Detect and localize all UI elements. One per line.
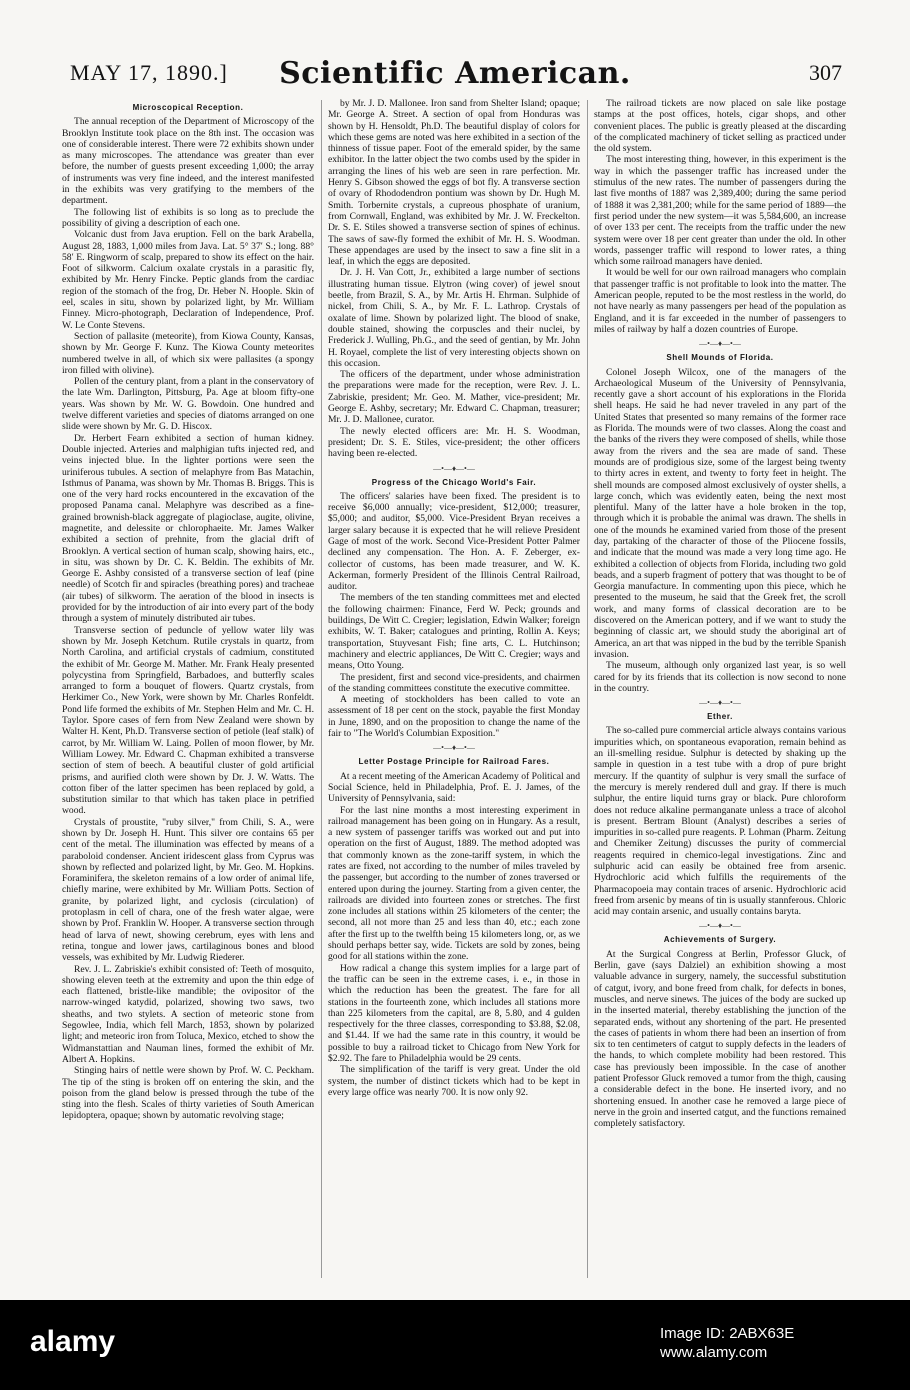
paragraph: The railroad tickets are now placed on sale like postage stamps at the post offices, hotels, cigar shops, and other convenient places. The public is greatly pleased at the discarding of the complicated machinery of ticket selling as practiced under the old system.	[594, 98, 846, 155]
paragraph: A meeting of stockholders has been called to vote an assessment of 18 per cent on the stock, payable the first Monday in June, 1890, and on the proposition to change the name of the fair to "The World's Columbian Exposition."	[328, 694, 580, 740]
paragraph: The president, first and second vice-presidents, and chairmen of the standing committees constitute the executive committee.	[328, 671, 580, 694]
article-heading-shell-mounds: Shell Mounds of Florida.	[666, 353, 774, 363]
paragraph: Transverse section of peduncle of yellow water lily was shown by Mr. Joseph Ketchum. Rutile crystals in quartz, from North Carolina, and artificial crystals of cadmium, constituted the exhibit of Mr. George M. Mather. Mr. Frank Healy presented polycystina from Springfield, Barbadoes, and butterfly scales arranged to form a bouquet of flowers. Quartz crystals, from Herkimer Co., New York, were shown by Mr. Charles Ronfeldt. Pond life formed the exhibits of Mr. Stephen Helm and Mr. C. H. Taylor. Spore cases of fern from New Zealand were shown by Walter H. Kent, Ph.D. Transverse section of petiole (leaf stalk) of carrot, by Mr. William W. Laing. Pollen of moon flower, by Mr. William Lowey. Mr. Edward C. Chapman exhibited a transverse section of stem of beech. A beautiful cluster of gold artificial prisms, and aurified cloth were shown by Dr. J. W. Watts. The cotton fiber of the latter specimen has been replaced by gold, a substitution similar to that which has taken place in petrified wood.	[62, 624, 314, 817]
article-heading-letter-postage: Letter Postage Principle for Railroad Fares.	[358, 757, 550, 767]
section-divider-ornament: —•—♦—•—	[699, 921, 741, 931]
paragraph: Crystals of proustite, "ruby silver," from Chili, S. A., were shown by Dr. Joseph H. Hunt. This silver ore contains 65 per cent of the metal. The illumination was effected by means of a paraboloid condenser. Ancient iridescent glass from Cyprus was shown by reflected and polarized light, by Mr. Geo. M. Hopkins. Foraminifera, the skeleton remains of a low order of animal life, chiefly marine, were exhibited by Mr. William Potts. Section of granite, by polarized light, and cyclosis (circulation) of protoplasm in cell of chara, one of the fresh water algae, were shown by Prof. Franklin W. Hooper. A transverse section through head of larva of newt, showing cerebrum, eyes with lens and retina, tongue and lower jaws, cartilaginous bones and blood vessels, was exhibited by Mr. Ludwig Riederer.	[62, 816, 314, 964]
paragraph: The most interesting thing, however, in this experiment is the way in which the passenger traffic has increased under the stimulus of the new rates. The number of passengers during the last five months of 1887 was 2,389,400; during the same period of 1888 it was 2,381,200; while for the same period of 1889—the first period under the new system—it was 5,584,600, an increase of over 133 per cent. The receipts from the traffic under the new system were over 18 per cent greater than under the old. In other words, passenger traffic will respond to lower rates, a thing which some railroad managers have denied.	[594, 154, 846, 268]
image-id-label: Image ID: 2ABX63E	[660, 1325, 795, 1342]
paragraph: The officers of the department, under whose administration the preparations were made for the reception, were Rev. J. L. Zabriskie, president; Mr. Geo. M. Mather, vice-president; Mr. George E. Ashby, secretary; Mr. Edward C. Chapman, treasurer; Mr. J. D. Mallonee, curator.	[328, 369, 580, 426]
paragraph: At a recent meeting of the American Academy of Political and Social Science, held in Philadelphia, Prof. E. J. James, of the University of Pennsylvania, said:	[328, 770, 580, 805]
paragraph: Colonel Joseph Wilcox, one of the managers of the Archaeological Museum of the University of Pennsylvania, recently gave a short account of his explorations in the Florida shell heaps. He said he had never traveled in any part of the United States that presented so many remains of the former race as Florida. The mounds were of two classes. Along the coast and the banks of the rivers they were composed of shells, while those away from the rivers and the sea are made of sand. These mounds are of prodigious size, some of the largest being twenty to thirty acres in extent, and twenty to forty feet in height. The shell mounds are composed almost exclusively of oyster shells, a large conch, which was evidently eaten, being the next most plentiful. Many of the latter have a hole broken in the top, through which it is probable the animal was drawn. The shells in one of the mounds he examined varied from those of the present day, partaking of the character of those of the Pliocene fossils, and indicate that the mound was made a very long time ago. He exhibited a collection of objects from Florida, including two gold beads, and a superb fragment of pottery that was thought to be of Georgia manufacture. In commenting upon this piece, which he presented to the museum, he said that the Greek fret, the scroll work, and many forms of classical decoration are to be discovered on the American pottery, and if we want to study the beginning of classic art, we should study the aboriginal art of America, an art that was nipped in the bud by the terrible Spanish invasion.	[594, 366, 846, 660]
masthead-title: Scientific American.	[279, 56, 631, 91]
paragraph: Rev. J. L. Zabriskie's exhibit consisted of: Teeth of mosquito, showing eleven teeth at the extremity and upon the thin edge of each flattened, bristle-like mandible; the ovipositor of the narrow-winged katydid, polarized, showing two saws, two sheaths, and two stylets. A section of meteoric stone from Segowlee, India, which fell March, 1853, shown by polarized light; and meteoric iron from Toluca, Mexico, etched to show the Widmanstattian and Nauman lines, formed the exhibit of Mr. Albert A. Hopkins.	[62, 963, 314, 1065]
paragraph: The simplification of the tariff is very great. Under the old system, the number of distinct tickets which had to be kept in every large office was nearly 700. It is now only 92.	[328, 1064, 580, 1098]
paragraph: The members of the ten standing committees met and elected the following chairmen: Finance, Ferd W. Peck; grounds and buildings, De Witt C. Cregier; legislation, Edwin Walker; foreign exhibits, W. T. Baker; catalogues and printing, Rollin A. Keys; transportation, Stuyvesant Fish; fine arts, C. L. Hutchinson; machinery and electric appliances, De Witt C. Cregier; ways and means, Otto Young.	[328, 592, 580, 672]
paragraph: Volcanic dust from Java eruption. Fell on the bark Arabella, August 28, 1883, 1,000 miles from Java. Lat. 5° 37′ S.; long. 88° 58′ E. Ringworm of scalp, prepared to show its effect on the hair. Foot of silkworm. Calcium oxalate crystals in a parasitic fly, exhibited by Mr. Henry Fincke. Peptic glands from the cardiac region of the stomach of the frog, Dr. Heber N. Hoople. Skin of eel, scales in situ, shown by polarized light, by Mr. William Finney. Micro-photograph, Declaration of Independence, Prof. W. Le Conte Stevens.	[62, 229, 314, 331]
paragraph: Dr. Herbert Fearn exhibited a section of human kidney. Double injected. Arteries and malphigian tufts injected red, and veins injected blue. In the lighter portions were seen the uriniferous tubules. A section of melaphyre from Bas Matachin, Isthmus of Panama, was shown by Mr. Thomas B. Briggs. This is one of the very hard rocks encountered in the excavation of the proposed Panama canal. Melaphyre was described as a fine-grained brownish-black aggregate of plagioclase, augite, olivine, magnetite, and delessite or chlorophaeite. Mr. James Walker exhibited a section of prehnite, from the glacial drift of Brooklyn. A vertical section of human scalp, showing hairs, etc., in situ, was shown by Dr. C. K. Beldin. The exhibits of Mr. George E. Ashby consisted of a transverse section of leaf (pine needle) of Scotch fir and spiracles (breathing pores) and tracheae (air tubes) of silkworm. The aeration of the blood in insects is provided for by the introduction of air into every part of the body through a system of minutely distributed air tubes.	[62, 432, 314, 625]
paragraph: Section of pallasite (meteorite), from Kiowa County, Kansas, shown by Mr. George F. Kunz. The Kiowa County meteorites numbered twelve in all, of which six were pallasites (a spongy iron filled with olivine).	[62, 330, 314, 376]
article-heading-chicago-worlds-fair: Progress of the Chicago World's Fair.	[371, 477, 537, 487]
paragraph: The so-called pure commercial article always contains various impurities which, on spontaneous evaporation, remain behind as an ill-smelling residue. Sulphur is detected by shaking up the sample in question in a test tube with a drop of pure bright mercury. If the quantity of sulphur is very small the surface of the mercury is merely rendered dull and gray. If there is much sulphur, the entire liquid turns gray or black. Pure chloroform does not reduce alkaline permanganate unless a trace of alcohol is present. Bertram Blount (Analyst) describes a series of impurities in so-called pure reagents. P. Lohman (Pharm. Zeitung and Chemiker Zeitung) discusses the purity of commercial reagents required in chemico-legal investigations. Zinc and sulphuric acid can easily be obtained free from arsenic. Hydrochloric acid which fulfills the requirements of the Pharmacopoeia may contain traces of arsenic. Hydrochloric acid freed from arsenic by means of tin is usually stannferous. Chloric acid may contain arsenic, and usually contains baryta.	[594, 725, 846, 918]
paragraph: The officers' salaries have been fixed. The president is to receive $6,000 annually; vice-president, $12,000; treasurer, $5,000; and auditor, $5,000. Vice-President Bryan receives a larger salary because it is expected that he will relieve President Gage of most of the work. Second Vice-President Potter Palmer declined any compensation. The Hon. A. F. Zeberger, ex-collector of customs, has been made treasurer, and W. K. Ackerman, formerly President of the Illinois Central Railroad, auditor.	[328, 490, 580, 593]
column-divider	[321, 100, 322, 1278]
article-heading-surgery: Achievements of Surgery.	[663, 935, 777, 945]
paragraph: Pollen of the century plant, from a plant in the conservatory of the late Wm. Darlington, Pittsburg, Pa. Age at bloom fifty-one years. Was shown by Mr. W. G. Bowdoin. One hundred and twelve different varieties and species of diatoms arranged on one slide were shown by Mr. G. D. Hiscox.	[62, 376, 314, 433]
section-divider-ornament: —•—♦—•—	[433, 743, 475, 753]
watermark-info	[660, 1324, 794, 1362]
paragraph: At the Surgical Congress at Berlin, Professor Gluck, of Berlin, gave (says Dalziel) an exhibition showing a most valuable advance in surgery, namely, the successful substitution of catgut, ivory, and bone freed from chalk, for defects in bones, muscles, and nerve sinews. The juices of the body are sucked up in the inserted material, thereby establishing the junction of the separated ends, without any shortening of the part. He presented the cases of patients in whom there had been an insertion of from six to ten centimeters of catgut to supply defects in the leaders of the hands, to which complete mobility had been restored. This case has previously been impossible. In the case of another patient Professor Gluck removed a tumor from the thigh, causing a considerable defect in the bone. He inserted ivory, and no shortening ensued. In another case he removed a large piece of nerve in the groin and inserted catgut, and the functions remained completely satisfactory.	[594, 948, 846, 1130]
section-divider-ornament: —•—♦—•—	[433, 463, 475, 473]
article-heading-ether: Ether.	[707, 712, 733, 722]
paragraph: The newly elected officers are: Mr. H. S. Woodman, president; Dr. S. E. Stiles, vice-president; the other officers having been re-elected.	[328, 425, 580, 460]
alamy-logo: alamy	[30, 1325, 116, 1358]
column-divider	[587, 100, 588, 1278]
paragraph: The museum, although only organized last year, is so well cared for by its friends that its collection is now second to none in the country.	[594, 660, 846, 694]
paragraph: How radical a change this system implies for a large part of the traffic can be seen in the extreme cases, i. e., in those in which the reduction has been the greatest. The fare for all stations in the fourteenth zone, which includes all stations more than 225 kilometers from the capital, are 8, 5.80, and 4 gulden respectively for the three classes, corresponding to $3.88, $2.08, and $1.44. If we had the same rate in this country, it would be possible to buy a railroad ticket to Chicago from New York for $2.92. The fare to Philadelphia would be 29 cents.	[328, 962, 580, 1065]
section-divider-ornament: —•—♦—•—	[699, 339, 741, 349]
paragraph: It would be well for our own railroad managers who complain that passenger traffic is not profitable to look into the matter. The American people, reputed to be the most restless in the world, do not have nearly as many passengers per head of the population as England, and it is far exceeded in the number of passengers to miles of railway by half a dozen countries of Europe.	[594, 267, 846, 335]
paragraph: Dr. J. H. Van Cott, Jr., exhibited a large number of sections illustrating human tissue. Elytron (wing cover) of jewel snout beetle, from Brazil, S. A., by Mr. Artis H. Ehrman. Sulphide of nickel, from Chili, S. A., by Mr. F. L. Lathrop. Crystals of oxalate of lime. Shown by polarized light. The blood of snake, double stained, showing the corpuscles and their nuclei, by Frederick J. Wulling, Ph.G., and the seed of gentian, by Mr. John H. Royael, complete the list of very interesting objects shown on this occasion.	[328, 267, 580, 369]
paragraph: by Mr. J. D. Mallonee. Iron sand from Shelter Island; opaque; Mr. George A. Street. A section of opal from Honduras was shown by H. Hensoldt, Ph.D. The beautiful display of colors for which these gems are noted was here exhibited in a section of the thinness of tissue paper. Foot of the emerald spider, by the same exhibitor. In the latter object the two combs used by the spider in arranging the lines of his web are seen in rare perfection. Mr. Henry S. Gibson showed the eggs of bot fly. A transverse section of ovary of Rhododendron pontium was shown by Dr. Hugh M. Smith. Torbernite crystals, a cupreous phosphate of uranium, from Cornwall, England, was exhibited by Mr. J. W. Freckelton. Dr. S. E. Stiles showed a transverse section of spines of echinus. The saws of saw-fly formed the exhibit of Mr. H. S. Woodman. These appendages are used by the insect to saw a fine slit in a leaf, in which the eggs are deposited.	[328, 98, 580, 268]
site-url: www.alamy.com	[660, 1344, 768, 1361]
column-3	[594, 98, 846, 1280]
page-number: 307	[809, 60, 842, 85]
column-1	[62, 98, 314, 1280]
section-divider-ornament: —•—♦—•—	[699, 698, 741, 708]
paragraph: Stinging hairs of nettle were shown by Prof. W. C. Peckham. The tip of the sting is broken off on entering the skin, and the poison from the gland below is pressed through the tube of the sting into the flesh. Scales of thirty varieties of South American lepidoptera, opaque; shown by automatic revolving stage;	[62, 1065, 314, 1122]
paragraph: The following list of exhibits is so long as to preclude the possibility of giving a description of each one.	[62, 206, 314, 229]
paragraph: For the last nine months a most interesting experiment in railroad management has been going on in Hungary. As a result, a new system of passenger tariffs was worked out and put into operation on the first of August, 1889. The method adopted was that commonly known as the zone-tariff system, in which the rates are fixed, not according to the number of miles traveled by the passenger, but according to the number of zones traversed or entered upon during the journey. Starting from a given center, the railroads are divided into fourteen zones or stretches. The first zone includes all stations within 25 kilometers of the center; the second, all not more than 25 and less than 40, etc.; each zone after the first up to the twelfth being 15 kilometers long, or, as we should perhaps better say, wide. Tickets are sold by zones, being good for all stations within the zone.	[328, 804, 580, 963]
paragraph: The annual reception of the Department of Microscopy of the Brooklyn Institute took place on the 8th inst. The occasion was one of considerable interest. There were 72 exhibits shown under as many microscopes. The attendance was greater than ever before, the number of guests present exceeding 1,000; the array of instruments was very fine indeed, and the interest manifested in the exhibits was very gratifying to the members of the department.	[62, 116, 314, 207]
article-heading-microscopical-reception: Microscopical Reception.	[132, 103, 244, 112]
column-2	[328, 98, 580, 1280]
watermark-banner	[0, 1300, 910, 1390]
page-header	[60, 56, 850, 96]
issue-date: MAY 17, 1890.]	[70, 60, 228, 85]
